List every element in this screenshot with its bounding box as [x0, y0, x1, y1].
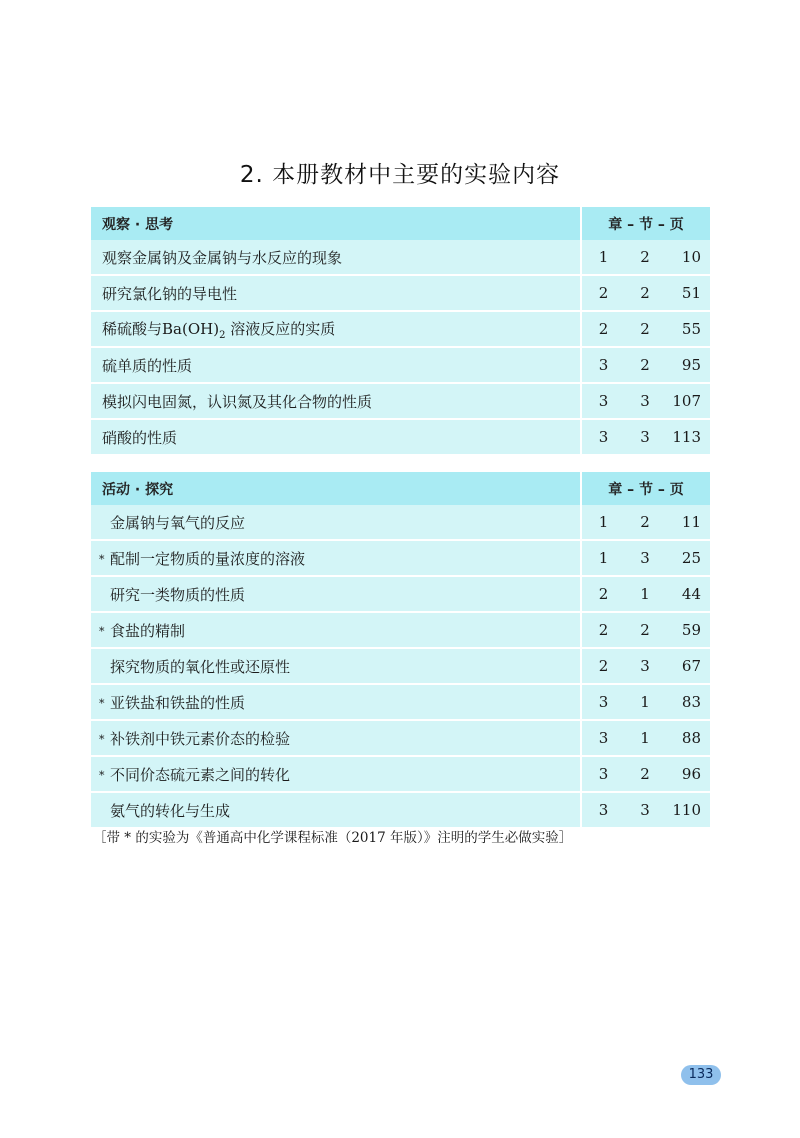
- page-cell: 44: [665, 576, 710, 612]
- section-cell: 3: [625, 419, 665, 454]
- experiment-name-text: 金属钠与氧气的反应: [110, 513, 246, 532]
- section-cell: 1: [625, 720, 665, 756]
- experiment-name: [91, 648, 581, 684]
- chapter-cell: 1: [581, 240, 625, 275]
- section-cell: 2: [625, 240, 665, 275]
- section-cell: 1: [625, 684, 665, 720]
- table-row: [91, 540, 710, 576]
- page-cell: 55: [665, 311, 710, 347]
- chapter-cell: 3: [581, 383, 625, 419]
- chapter-cell: 3: [581, 419, 625, 454]
- section-cell: 2: [625, 347, 665, 383]
- required-mark: *: [99, 624, 105, 638]
- footnote: ［带 * 的实验为《普通高中化学课程标准（2017 年版）》注明的学生必做实验］: [93, 830, 573, 846]
- page-cell: 67: [665, 648, 710, 684]
- chapter-cell: 2: [581, 311, 625, 347]
- page-cell: 95: [665, 347, 710, 383]
- required-mark: *: [99, 552, 105, 566]
- page-cell: 83: [665, 684, 710, 720]
- experiment-name-text: 氨气的转化与生成: [110, 801, 231, 820]
- experiment-name: 硝酸的性质: [91, 419, 581, 454]
- table-header-reference: 章 – 节 – 页: [581, 207, 710, 240]
- experiment-name: [91, 720, 581, 756]
- page-number-badge: 133: [681, 1065, 721, 1085]
- experiment-name: [91, 311, 581, 347]
- table-row: [91, 383, 710, 419]
- section-cell: 1: [625, 576, 665, 612]
- experiment-name-text: 配制一定物质的量浓度的溶液: [110, 549, 306, 568]
- activity-table: [91, 472, 710, 827]
- page-title: 2. 本册教材中主要的实验内容: [239, 162, 561, 188]
- page-cell: 113: [665, 419, 710, 454]
- section-cell: 2: [625, 311, 665, 347]
- table-header-row: [91, 207, 710, 240]
- formula-subscript: 2: [219, 329, 226, 341]
- table-row: [91, 576, 710, 612]
- experiment-name-text: 研究一类物质的性质: [110, 585, 246, 604]
- table-row: [91, 648, 710, 684]
- table-header-title: 观察 · 思考: [91, 207, 581, 240]
- page-cell: 88: [665, 720, 710, 756]
- chapter-cell: 3: [581, 684, 625, 720]
- chapter-cell: 1: [581, 505, 625, 540]
- experiment-name: [91, 612, 581, 648]
- experiment-name: 研究氯化钠的导电性: [91, 275, 581, 311]
- table-row: [91, 505, 710, 540]
- table-row: [91, 419, 710, 454]
- chapter-cell: 1: [581, 540, 625, 576]
- page-cell: 110: [665, 792, 710, 827]
- table-row: [91, 240, 710, 275]
- page-cell: 107: [665, 383, 710, 419]
- chapter-cell: 3: [581, 792, 625, 827]
- experiment-name: [91, 505, 581, 540]
- page-cell: 11: [665, 505, 710, 540]
- chapter-cell: 3: [581, 756, 625, 792]
- table-row: [91, 275, 710, 311]
- experiment-name: [91, 792, 581, 827]
- chapter-cell: 3: [581, 720, 625, 756]
- experiment-name: 硫单质的性质: [91, 347, 581, 383]
- experiment-name-post: 溶液反应的实质: [225, 319, 336, 338]
- section-cell: 2: [625, 612, 665, 648]
- section-cell: 3: [625, 540, 665, 576]
- experiment-name: [91, 540, 581, 576]
- experiment-name-text: 补铁剂中铁元素价态的检验: [110, 729, 291, 748]
- experiment-name-pre: 稀硫酸与Ba(OH): [102, 319, 220, 338]
- table-header-row: [91, 472, 710, 505]
- section-cell: 2: [625, 275, 665, 311]
- table-row: [91, 311, 710, 347]
- section-cell: 3: [625, 383, 665, 419]
- section-cell: 3: [625, 792, 665, 827]
- required-mark: *: [99, 696, 105, 710]
- experiment-name: [91, 684, 581, 720]
- page-cell: 25: [665, 540, 710, 576]
- section-cell: 2: [625, 505, 665, 540]
- section-cell: 2: [625, 756, 665, 792]
- page-cell: 96: [665, 756, 710, 792]
- table-row: [91, 347, 710, 383]
- chapter-cell: 2: [581, 612, 625, 648]
- table-row: [91, 684, 710, 720]
- table-row: [91, 720, 710, 756]
- page-cell: 51: [665, 275, 710, 311]
- chapter-cell: 2: [581, 275, 625, 311]
- chapter-cell: 3: [581, 347, 625, 383]
- observation-table: [91, 207, 710, 454]
- experiment-name: [91, 576, 581, 612]
- experiment-name: 模拟闪电固氮，认识氮及其化合物的性质: [91, 383, 581, 419]
- table-header-reference: 章 – 节 – 页: [581, 472, 710, 505]
- chapter-cell: 2: [581, 648, 625, 684]
- table-row: [91, 756, 710, 792]
- required-mark: *: [99, 732, 105, 746]
- experiment-name-text: 探究物质的氧化性或还原性: [110, 657, 291, 676]
- section-cell: 3: [625, 648, 665, 684]
- page-cell: 59: [665, 612, 710, 648]
- table-row: [91, 792, 710, 827]
- required-mark: *: [99, 768, 105, 782]
- experiment-name-text: 亚铁盐和铁盐的性质: [110, 693, 246, 712]
- table-row: [91, 612, 710, 648]
- chapter-cell: 2: [581, 576, 625, 612]
- page-cell: 10: [665, 240, 710, 275]
- experiment-name-text: 不同价态硫元素之间的转化: [110, 765, 291, 784]
- experiment-name-text: 食盐的精制: [110, 621, 186, 640]
- experiment-name: [91, 756, 581, 792]
- table-header-title: 活动 · 探究: [91, 472, 581, 505]
- experiment-name: 观察金属钠及金属钠与水反应的现象: [91, 240, 581, 275]
